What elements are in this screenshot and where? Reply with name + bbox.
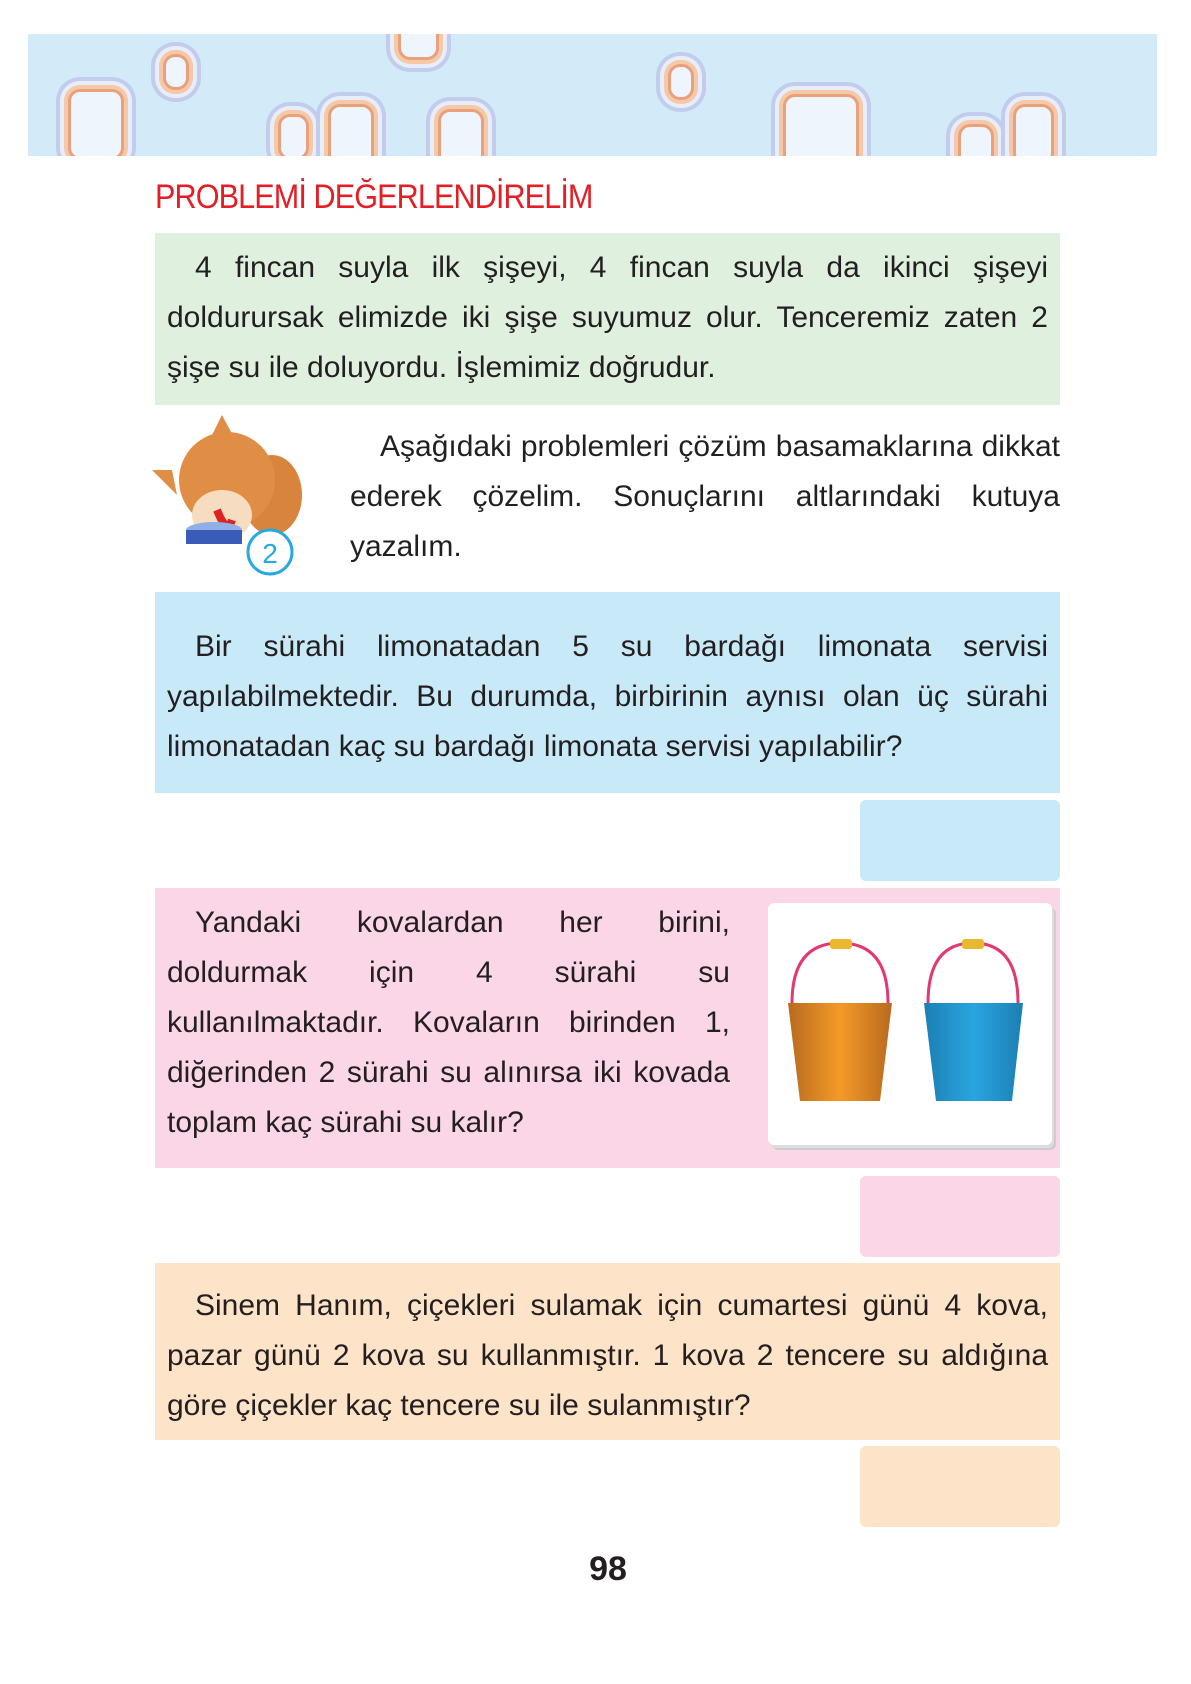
- section-title: PROBLEMİ DEĞERLENDİRELİM: [155, 178, 593, 216]
- blue-bucket-icon: [924, 939, 1023, 1101]
- buckets-image: [768, 903, 1052, 1145]
- evaluation-text: 4 fincan suyla ilk şişeyi, 4 fincan suyla da ikinci şişeyi doldurursak elimizde iki şişe suyumuz olur. Tenceremiz zaten 2 şişe su ile doluyordu. İşlemimiz doğrudur.: [167, 251, 1048, 384]
- problem-1-box: [155, 592, 1060, 793]
- cat-illustration: [152, 415, 322, 585]
- problem-2-text: Yandaki kovalardan her birini, doldurmak için 4 sürahi su kullanılmaktadır. Kovaların birinden 1, diğerinden 2 sürahi su alınırsa iki kovada toplam kaç sürahi su kalır?: [167, 906, 730, 1139]
- problem-3-text: Sinem Hanım, çiçekleri sulamak için cumartesi günü 4 kova, pazar günü 2 kova su kullanmıştır. 1 kova 2 tencere su aldığına göre çiçekler kaç tencere su ile sulanmıştır?: [167, 1289, 1048, 1422]
- evaluation-box: [155, 233, 1060, 405]
- instruction-text: Aşağıdaki problemleri çözüm basamaklarına dikkat ederek çözelim. Sonuçlarını altlarındaki kutuya yazalım.: [350, 430, 1060, 563]
- problem-1-text: Bir sürahi limonatadan 5 su bardağı limonata servisi yapılabilmektedir. Bu durumda, birbirinin aynısı olan üç sürahi limonatadan kaç su bardağı limonata servisi yapılabilir?: [167, 630, 1048, 763]
- problem-2-answer-box[interactable]: [860, 1176, 1060, 1257]
- page-number: 98: [589, 1550, 627, 1588]
- problem-1-answer-box[interactable]: [860, 800, 1060, 881]
- problem-badge: 2: [262, 538, 278, 569]
- instruction-text-block: [350, 422, 1060, 572]
- problem-3-box: [155, 1263, 1060, 1440]
- problem-3-answer-box[interactable]: [860, 1446, 1060, 1527]
- orange-bucket-icon: [788, 939, 892, 1101]
- decorative-banner: [28, 34, 1157, 156]
